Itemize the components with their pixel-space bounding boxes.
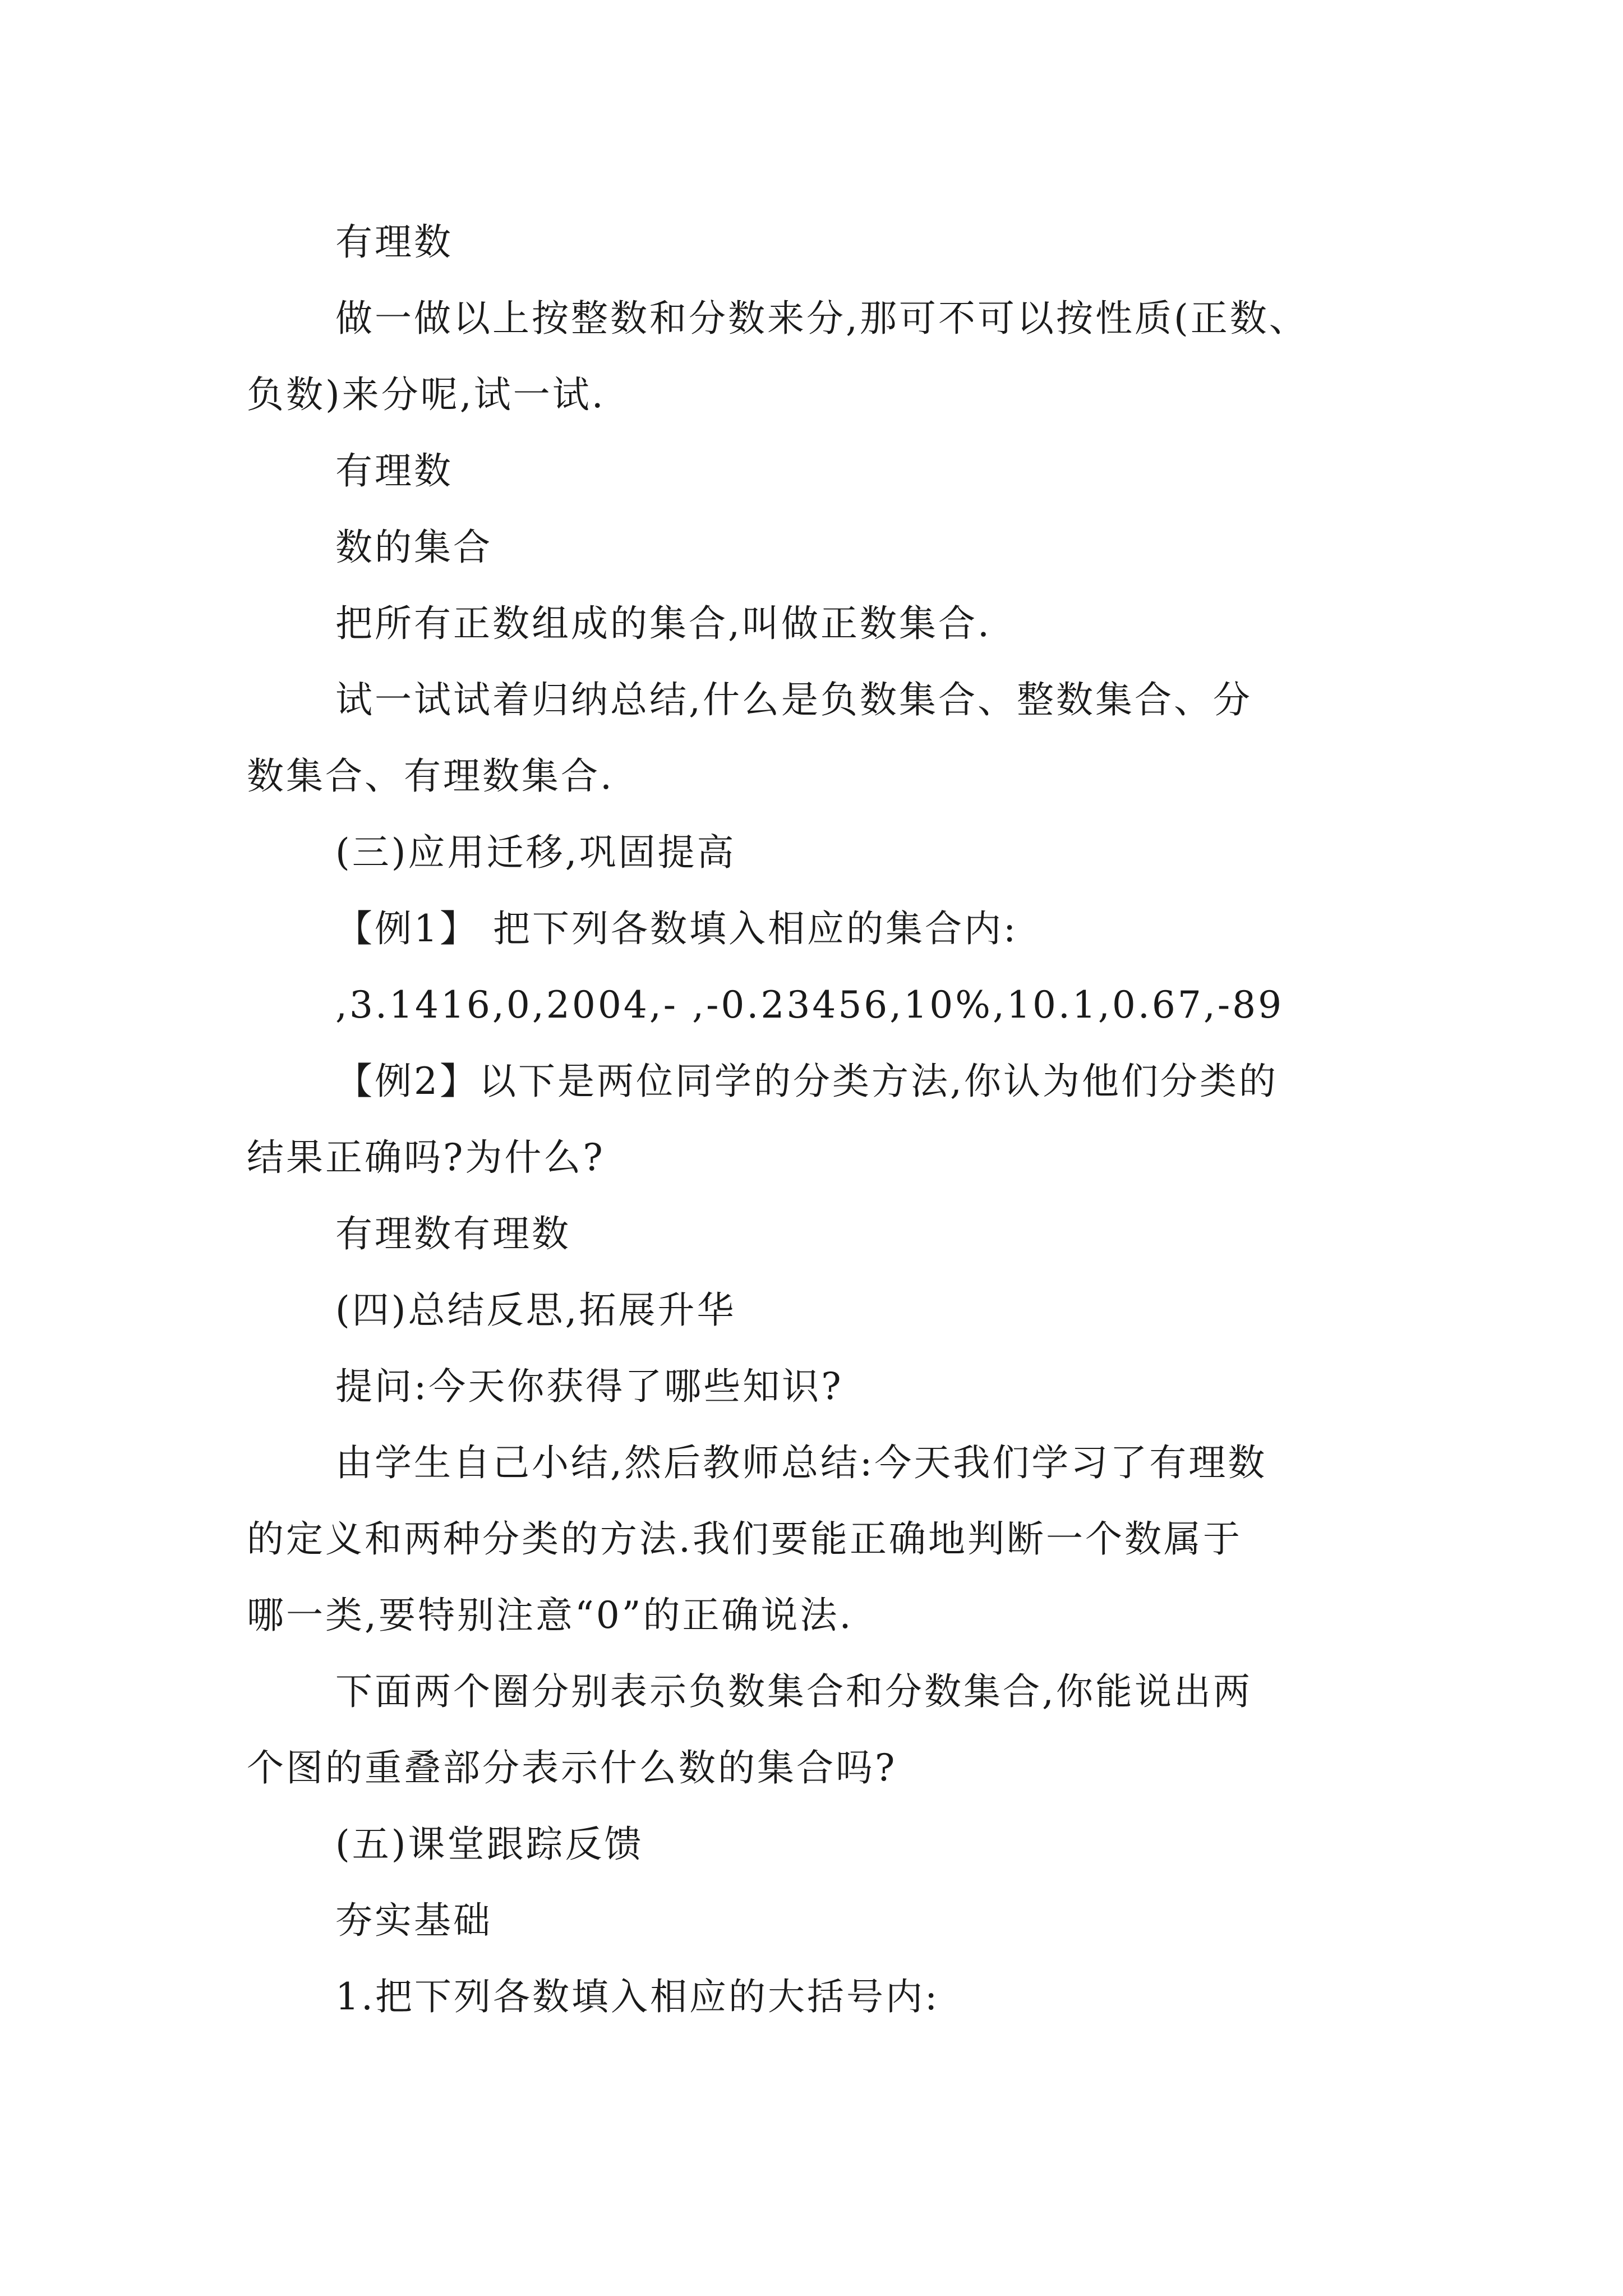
heading-number-sets: 数的集合: [335, 526, 492, 569]
paragraph-line: 下面两个圈分别表示负数集合和分数集合,你能说出两: [335, 1670, 1252, 1713]
paragraph-line: 数集合、有理数集合.: [247, 754, 614, 798]
paragraph-line: 的定义和两种分类的方法.我们要能正确地判断一个数属于: [247, 1517, 1242, 1561]
heading-rational-numbers: 有理数: [335, 449, 453, 493]
subheading: 夯实基础: [335, 1899, 492, 1942]
section-heading: (四)总结反思,拓展升华: [335, 1289, 736, 1332]
paragraph-line: 试一试试着归纳总结,什么是负数集合、整数集合、分: [335, 678, 1252, 721]
exercise-1: 1.把下列各数填入相应的大括号内:: [335, 1975, 940, 2018]
heading-rational-numbers: 有理数有理数: [335, 1212, 571, 1255]
paragraph-line: 由学生自己小结,然后教师总结:今天我们学习了有理数: [335, 1441, 1267, 1484]
paragraph-line: 负数)来分呢,试一试.: [247, 373, 606, 416]
heading-rational-numbers: 有理数: [335, 220, 453, 264]
example-2-prompt: 【例2】以下是两位同学的分类方法,你认为他们分类的: [335, 1060, 1278, 1103]
paragraph-line: 把所有正数组成的集合,叫做正数集合.: [335, 602, 992, 645]
section-heading: (三)应用迁移,巩固提高: [335, 831, 736, 874]
example-1-numbers: ,3.1416,0,2004,- ,-0.23456,10%,10.1,0.67,-89: [335, 983, 1284, 1027]
paragraph-line: 个图的重叠部分表示什么数的集合吗?: [247, 1746, 897, 1789]
paragraph-line: 提问:今天你获得了哪些知识?: [335, 1365, 843, 1408]
section-heading: (五)课堂跟踪反馈: [335, 1823, 644, 1866]
paragraph-line: 哪一类,要特别注意“0”的正确说法.: [247, 1594, 854, 1637]
paragraph-line: 结果正确吗?为什么?: [247, 1136, 605, 1179]
example-1-prompt: 【例1】 把下列各数填入相应的集合内:: [335, 907, 1018, 950]
paragraph-line: 做一做以上按整数和分数来分,那可不可以按性质(正数、: [335, 297, 1308, 340]
